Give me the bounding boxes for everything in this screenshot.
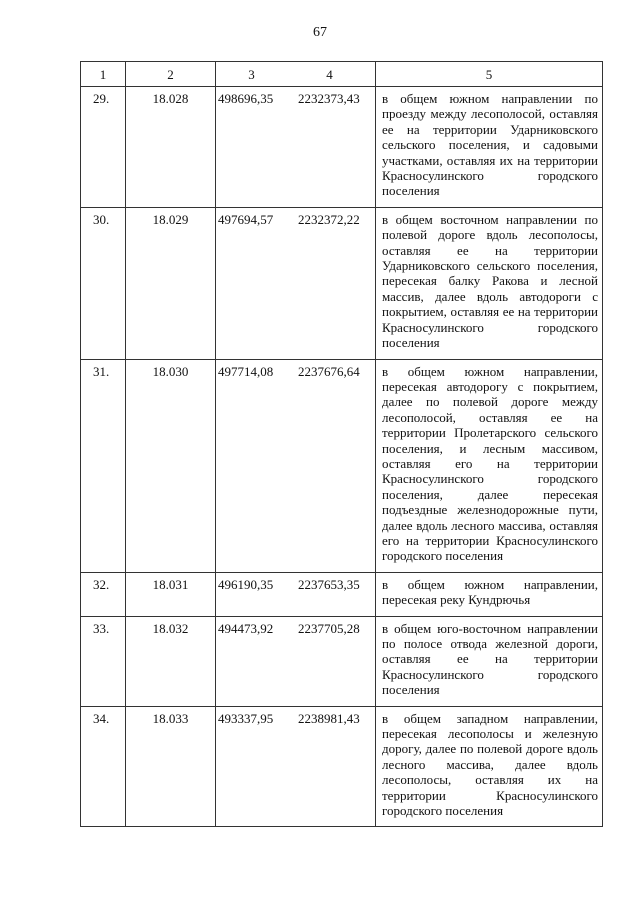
- header-col-1: 1: [81, 62, 126, 87]
- coordinate-x: 498696,35: [218, 91, 274, 106]
- boundary-points-table: [80, 61, 603, 827]
- coordinate-x: 493337,95: [218, 710, 274, 726]
- row-number: 33.: [81, 616, 126, 706]
- row-number: 32.: [81, 572, 126, 616]
- point-code: 18.031: [126, 572, 216, 616]
- boundary-description: в общем южном направлении по проезду между лесополосой, оставляя ее на территории Ударниковского сельского поселения, и садовыми участками, оставляя их на территории Красносулинского городского поселения: [376, 87, 603, 208]
- header-col-2: 2: [126, 62, 216, 87]
- point-code: 18.028: [126, 87, 216, 208]
- table-row: [81, 359, 603, 572]
- boundary-description: в общем западном направлении, пересекая лесополосы и железную дорогу, далее по полевой дороге вдоль лесного массива, далее вдоль лесополосы, оставляя их на территории Красносулинского городского поселения: [376, 706, 603, 827]
- coordinate-x: 497714,08: [218, 363, 274, 379]
- coordinates-cell: [216, 572, 376, 616]
- row-number: 30.: [81, 207, 126, 359]
- coordinates-cell: [216, 87, 376, 208]
- coordinates-cell: [216, 706, 376, 827]
- row-number: 29.: [81, 87, 126, 208]
- coordinate-x: 497694,57: [218, 211, 274, 227]
- table-row: [81, 572, 603, 616]
- point-code: 18.033: [126, 706, 216, 827]
- page-number: 67: [313, 25, 327, 40]
- coordinate-y: 2232372,22: [298, 211, 360, 227]
- row-number: 31.: [81, 359, 126, 572]
- table-row: [81, 616, 603, 706]
- table-row: [81, 706, 603, 827]
- header-col-3-4: [216, 62, 376, 87]
- boundary-description: в общем восточном направлении по полевой дороге вдоль лесополосы, оставляя ее на территории Ударниковского сельского поселения, пересекая балку Ракова и лесной массив, далее вдоль автодороги с покрытием, оставляя ее на территории Красносулинского городского поселения: [376, 207, 603, 359]
- coordinates-cell: [216, 616, 376, 706]
- coordinate-x: 496190,35: [218, 576, 274, 592]
- row-number: 34.: [81, 706, 126, 827]
- header-col-3: 3: [248, 67, 255, 82]
- table-header-row: [81, 62, 603, 87]
- boundary-description: в общем южном направлении, пересекая реку Кундрючья: [376, 572, 603, 616]
- coordinate-y: 2237705,28: [298, 620, 360, 636]
- coordinate-y: 2238981,43: [298, 710, 360, 726]
- coordinate-y: 2237653,35: [298, 576, 360, 592]
- point-code: 18.032: [126, 616, 216, 706]
- coordinate-x: 494473,92: [218, 620, 274, 636]
- coordinates-cell: [216, 207, 376, 359]
- table-row: [81, 87, 603, 208]
- header-col-5: 5: [376, 62, 603, 87]
- coordinate-y: 2232373,43: [298, 91, 360, 106]
- coordinates-cell: [216, 359, 376, 572]
- table-row: [81, 207, 603, 359]
- boundary-description: в общем южном направлении, пересекая автодорогу с покрытием, далее по полевой дороге между лесополосой, оставляя ее на территории Пролетарского сельского поселения, и лесным массивом, оставляя его на территории Красносулинского городского поселения, далее пересекая подъездные железнодорожные пути, далее вдоль лесного массива, оставляя его на территории Красносулинского городского поселения: [376, 359, 603, 572]
- header-col-4: 4: [326, 67, 333, 82]
- boundary-description: в общем юго-восточном направлении по полосе отвода железной дороги, оставляя ее на территории Красносулинского городского поселения: [376, 616, 603, 706]
- point-code: 18.029: [126, 207, 216, 359]
- point-code: 18.030: [126, 359, 216, 572]
- coordinate-y: 2237676,64: [298, 363, 360, 379]
